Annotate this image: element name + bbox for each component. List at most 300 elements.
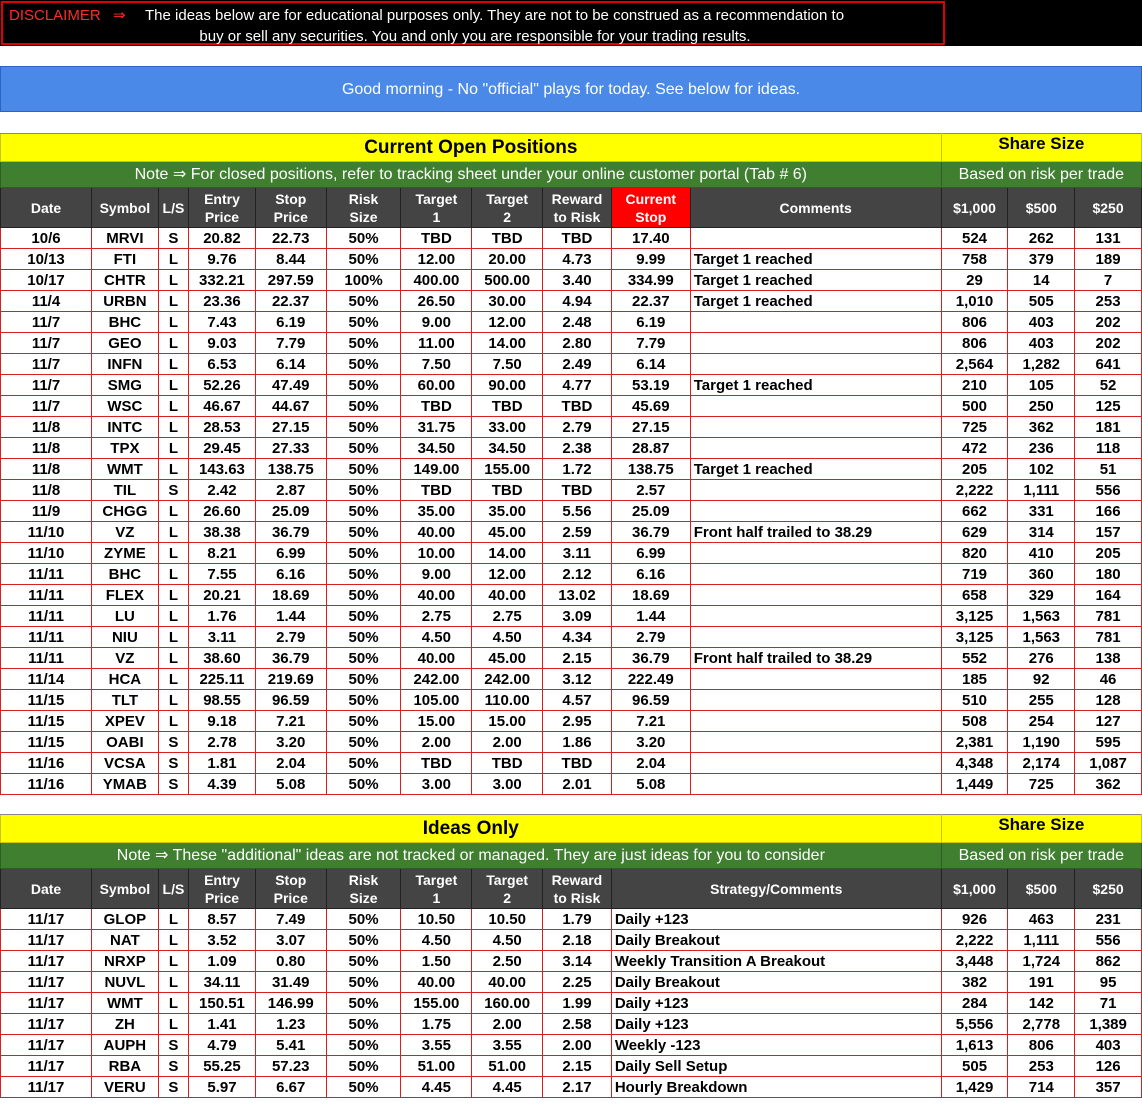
cell-ls: L bbox=[158, 606, 188, 627]
cell-ls: L bbox=[158, 249, 188, 270]
cell-size-1000: 806 bbox=[941, 333, 1008, 354]
cell-risk: 50% bbox=[326, 375, 401, 396]
col-target1-line2: 1 bbox=[432, 889, 441, 906]
col-size-500: $500 bbox=[1008, 188, 1075, 228]
cell-stop: 22.73 bbox=[255, 228, 326, 249]
table-row bbox=[1, 480, 1142, 501]
cell-comments bbox=[690, 669, 941, 690]
cell-size-500: 2,174 bbox=[1008, 753, 1075, 774]
cell-size-250: 46 bbox=[1075, 669, 1142, 690]
cell-date: 11/7 bbox=[1, 333, 92, 354]
cell-risk: 50% bbox=[326, 711, 401, 732]
cell-comments bbox=[690, 774, 941, 795]
cell-target2: 4.50 bbox=[472, 627, 543, 648]
table-row bbox=[1, 522, 1142, 543]
disclaimer-label: DISCLAIMER bbox=[9, 7, 101, 24]
cell-size-250: 1,389 bbox=[1075, 1014, 1142, 1035]
cell-reward-risk: 2.18 bbox=[543, 930, 612, 951]
cell-date: 11/7 bbox=[1, 375, 92, 396]
cell-size-500: 463 bbox=[1008, 909, 1075, 930]
col-target2 bbox=[472, 869, 543, 909]
col-target2-line2: 2 bbox=[503, 208, 512, 225]
cell-size-500: 403 bbox=[1008, 312, 1075, 333]
cell-current-stop: 222.49 bbox=[611, 669, 690, 690]
cell-comments bbox=[690, 228, 941, 249]
cell-size-250: 181 bbox=[1075, 417, 1142, 438]
ideas-share-size-title: Share Size bbox=[941, 815, 1141, 843]
cell-current-stop: 6.19 bbox=[611, 312, 690, 333]
cell-current-stop: 6.14 bbox=[611, 354, 690, 375]
cell-symbol: TPX bbox=[92, 438, 159, 459]
cell-risk: 50% bbox=[326, 753, 401, 774]
cell-symbol: OABI bbox=[92, 732, 159, 753]
cell-target1: 1.50 bbox=[401, 951, 472, 972]
cell-date: 11/7 bbox=[1, 354, 92, 375]
table-row bbox=[1, 606, 1142, 627]
cell-reward-risk: 4.57 bbox=[543, 690, 612, 711]
ideas-note-row bbox=[1, 843, 1142, 869]
cell-size-500: 806 bbox=[1008, 1035, 1075, 1056]
cell-target1: 40.00 bbox=[401, 522, 472, 543]
cell-target1: 3.00 bbox=[401, 774, 472, 795]
cell-size-1000: 725 bbox=[941, 417, 1008, 438]
col-entry-line1: Entry bbox=[204, 871, 240, 888]
cell-reward-risk: TBD bbox=[543, 396, 612, 417]
cell-size-500: 276 bbox=[1008, 648, 1075, 669]
cell-target1: TBD bbox=[401, 396, 472, 417]
cell-symbol: FLEX bbox=[92, 585, 159, 606]
cell-target1: 60.00 bbox=[401, 375, 472, 396]
cell-symbol: NUVL bbox=[92, 972, 159, 993]
cell-symbol: URBN bbox=[92, 291, 159, 312]
cell-target2: 242.00 bbox=[472, 669, 543, 690]
cell-size-250: 138 bbox=[1075, 648, 1142, 669]
col-risk bbox=[326, 869, 401, 909]
cell-size-1000: 926 bbox=[941, 909, 1008, 930]
cell-symbol: TIL bbox=[92, 480, 159, 501]
cell-reward-risk: 2.01 bbox=[543, 774, 612, 795]
cell-stop: 5.08 bbox=[255, 774, 326, 795]
cell-date: 11/11 bbox=[1, 585, 92, 606]
cell-current-stop: 53.19 bbox=[611, 375, 690, 396]
cell-comments bbox=[690, 354, 941, 375]
cell-ls: L bbox=[158, 312, 188, 333]
cell-reward-risk: 3.40 bbox=[543, 270, 612, 291]
cell-current-stop: 25.09 bbox=[611, 501, 690, 522]
cell-target2: 2.00 bbox=[472, 1014, 543, 1035]
cell-ls: L bbox=[158, 333, 188, 354]
cell-stop: 2.04 bbox=[255, 753, 326, 774]
cell-size-1000: 205 bbox=[941, 459, 1008, 480]
cell-current-stop: 5.08 bbox=[611, 774, 690, 795]
cell-risk: 50% bbox=[326, 396, 401, 417]
ideas-table bbox=[0, 814, 1142, 1098]
cell-date: 11/10 bbox=[1, 522, 92, 543]
cell-size-250: 556 bbox=[1075, 480, 1142, 501]
col-symbol: Symbol bbox=[92, 188, 159, 228]
cell-symbol: GEO bbox=[92, 333, 159, 354]
ideas-note: Note ⇒ These "additional" ideas are not tracked or managed. They are just ideas for you to consider bbox=[1, 843, 942, 869]
cell-size-250: 403 bbox=[1075, 1035, 1142, 1056]
cell-risk: 50% bbox=[326, 669, 401, 690]
cell-size-250: 126 bbox=[1075, 1056, 1142, 1077]
cell-risk: 50% bbox=[326, 972, 401, 993]
cell-entry: 29.45 bbox=[189, 438, 256, 459]
cell-risk: 50% bbox=[326, 417, 401, 438]
cell-comments: Front half trailed to 38.29 bbox=[690, 648, 941, 669]
cell-entry: 8.57 bbox=[189, 909, 256, 930]
cell-reward-risk: 2.15 bbox=[543, 1056, 612, 1077]
cell-ls: L bbox=[158, 417, 188, 438]
cell-reward-risk: 2.17 bbox=[543, 1077, 612, 1098]
col-target1-line1: Target bbox=[415, 871, 458, 888]
table-row bbox=[1, 396, 1142, 417]
cell-comments bbox=[690, 480, 941, 501]
cell-target2: 35.00 bbox=[472, 501, 543, 522]
cell-reward-risk: 2.49 bbox=[543, 354, 612, 375]
cell-symbol: VZ bbox=[92, 522, 159, 543]
cell-date: 11/8 bbox=[1, 417, 92, 438]
cell-date: 11/17 bbox=[1, 1056, 92, 1077]
cell-size-500: 1,724 bbox=[1008, 951, 1075, 972]
cell-size-1000: 510 bbox=[941, 690, 1008, 711]
cell-symbol: INTC bbox=[92, 417, 159, 438]
cell-symbol: WMT bbox=[92, 993, 159, 1014]
cell-date: 11/11 bbox=[1, 648, 92, 669]
cell-risk: 50% bbox=[326, 438, 401, 459]
cell-symbol: RBA bbox=[92, 1056, 159, 1077]
cell-reward-risk: 13.02 bbox=[543, 585, 612, 606]
cell-date: 11/14 bbox=[1, 669, 92, 690]
cell-risk: 50% bbox=[326, 951, 401, 972]
cell-stop: 219.69 bbox=[255, 669, 326, 690]
cell-risk: 50% bbox=[326, 774, 401, 795]
cell-target2: 45.00 bbox=[472, 522, 543, 543]
ideas-share-size-note: Based on risk per trade bbox=[941, 843, 1141, 869]
cell-comments bbox=[690, 396, 941, 417]
cell-target1: 15.00 bbox=[401, 711, 472, 732]
cell-target2: 110.00 bbox=[472, 690, 543, 711]
cell-size-1000: 1,613 bbox=[941, 1035, 1008, 1056]
cell-reward-risk: 4.77 bbox=[543, 375, 612, 396]
cell-size-500: 253 bbox=[1008, 1056, 1075, 1077]
cell-risk: 50% bbox=[326, 312, 401, 333]
cell-entry: 332.21 bbox=[189, 270, 256, 291]
cell-risk: 50% bbox=[326, 459, 401, 480]
cell-entry: 2.42 bbox=[189, 480, 256, 501]
cell-stop: 7.49 bbox=[255, 909, 326, 930]
col-risk-line1: Risk bbox=[348, 190, 379, 207]
table-row bbox=[1, 417, 1142, 438]
cell-date: 11/15 bbox=[1, 732, 92, 753]
cell-entry: 2.78 bbox=[189, 732, 256, 753]
cell-symbol: SMG bbox=[92, 375, 159, 396]
cell-comments bbox=[690, 606, 941, 627]
cell-risk: 50% bbox=[326, 522, 401, 543]
cell-symbol: FTI bbox=[92, 249, 159, 270]
share-size-note: Based on risk per trade bbox=[941, 162, 1141, 188]
cell-stop: 1.44 bbox=[255, 606, 326, 627]
cell-strategy: Daily Breakout bbox=[611, 972, 941, 993]
cell-ls: L bbox=[158, 648, 188, 669]
cell-target2: 3.55 bbox=[472, 1035, 543, 1056]
cell-current-stop: 22.37 bbox=[611, 291, 690, 312]
cell-date: 11/11 bbox=[1, 606, 92, 627]
cell-target2: 40.00 bbox=[472, 585, 543, 606]
cell-symbol: HCA bbox=[92, 669, 159, 690]
cell-target2: 33.00 bbox=[472, 417, 543, 438]
cell-date: 11/7 bbox=[1, 396, 92, 417]
cell-target2: 12.00 bbox=[472, 564, 543, 585]
cell-size-1000: 629 bbox=[941, 522, 1008, 543]
cell-size-250: 7 bbox=[1075, 270, 1142, 291]
cell-size-250: 180 bbox=[1075, 564, 1142, 585]
cell-symbol: WMT bbox=[92, 459, 159, 480]
cell-date: 11/8 bbox=[1, 438, 92, 459]
cell-size-250: 164 bbox=[1075, 585, 1142, 606]
cell-ls: S bbox=[158, 480, 188, 501]
cell-comments bbox=[690, 333, 941, 354]
cell-size-500: 262 bbox=[1008, 228, 1075, 249]
cell-size-1000: 210 bbox=[941, 375, 1008, 396]
cell-stop: 5.41 bbox=[255, 1035, 326, 1056]
cell-stop: 6.16 bbox=[255, 564, 326, 585]
col-reward-risk bbox=[543, 869, 612, 909]
cell-current-stop: 6.99 bbox=[611, 543, 690, 564]
cell-target1: 26.50 bbox=[401, 291, 472, 312]
col-size-1000: $1,000 bbox=[941, 869, 1008, 909]
col-target2 bbox=[472, 188, 543, 228]
table-row bbox=[1, 585, 1142, 606]
cell-date: 11/17 bbox=[1, 930, 92, 951]
cell-size-250: 95 bbox=[1075, 972, 1142, 993]
cell-target2: 34.50 bbox=[472, 438, 543, 459]
cell-ls: L bbox=[158, 354, 188, 375]
cell-size-250: 127 bbox=[1075, 711, 1142, 732]
disclaimer-bar bbox=[0, 0, 1142, 46]
cell-target1: 155.00 bbox=[401, 993, 472, 1014]
col-entry-line1: Entry bbox=[204, 190, 240, 207]
cell-target1: 4.50 bbox=[401, 930, 472, 951]
col-risk-line2: Size bbox=[349, 889, 378, 906]
cell-size-500: 360 bbox=[1008, 564, 1075, 585]
col-target2-line1: Target bbox=[486, 190, 529, 207]
cell-current-stop: 27.15 bbox=[611, 417, 690, 438]
cell-risk: 50% bbox=[326, 480, 401, 501]
col-target2-line2: 2 bbox=[503, 889, 512, 906]
open-positions-note: Note ⇒ For closed positions, refer to tracking sheet under your online customer portal (Tab # 6) bbox=[1, 162, 942, 188]
cell-stop: 25.09 bbox=[255, 501, 326, 522]
cell-stop: 146.99 bbox=[255, 993, 326, 1014]
cell-risk: 50% bbox=[326, 249, 401, 270]
cell-size-1000: 2,222 bbox=[941, 480, 1008, 501]
cell-reward-risk: 1.72 bbox=[543, 459, 612, 480]
cell-size-1000: 2,381 bbox=[941, 732, 1008, 753]
cell-target1: 10.00 bbox=[401, 543, 472, 564]
cell-entry: 9.18 bbox=[189, 711, 256, 732]
cell-size-250: 118 bbox=[1075, 438, 1142, 459]
cell-entry: 1.09 bbox=[189, 951, 256, 972]
table-row bbox=[1, 930, 1142, 951]
cell-risk: 100% bbox=[326, 270, 401, 291]
cell-reward-risk: 2.95 bbox=[543, 711, 612, 732]
cell-entry: 7.55 bbox=[189, 564, 256, 585]
table-row bbox=[1, 312, 1142, 333]
cell-symbol: MRVI bbox=[92, 228, 159, 249]
col-stop-line2: Price bbox=[273, 208, 308, 225]
col-target1-line1: Target bbox=[415, 190, 458, 207]
cell-size-500: 2,778 bbox=[1008, 1014, 1075, 1035]
cell-current-stop: 36.79 bbox=[611, 522, 690, 543]
cell-target2: TBD bbox=[472, 396, 543, 417]
cell-size-250: 166 bbox=[1075, 501, 1142, 522]
col-entry bbox=[189, 188, 256, 228]
table-row bbox=[1, 564, 1142, 585]
cell-strategy: Daily +123 bbox=[611, 993, 941, 1014]
cell-size-1000: 508 bbox=[941, 711, 1008, 732]
cell-ls: L bbox=[158, 669, 188, 690]
table-row bbox=[1, 228, 1142, 249]
cell-reward-risk: 2.15 bbox=[543, 648, 612, 669]
col-ls: L/S bbox=[158, 188, 188, 228]
cell-stop: 2.79 bbox=[255, 627, 326, 648]
cell-ls: L bbox=[158, 270, 188, 291]
cell-reward-risk: 2.58 bbox=[543, 1014, 612, 1035]
cell-size-250: 781 bbox=[1075, 606, 1142, 627]
cell-size-1000: 29 bbox=[941, 270, 1008, 291]
cell-comments bbox=[690, 501, 941, 522]
cell-size-500: 410 bbox=[1008, 543, 1075, 564]
cell-date: 11/10 bbox=[1, 543, 92, 564]
cell-size-500: 255 bbox=[1008, 690, 1075, 711]
table-row bbox=[1, 501, 1142, 522]
cell-reward-risk: 3.12 bbox=[543, 669, 612, 690]
cell-size-250: 189 bbox=[1075, 249, 1142, 270]
cell-risk: 50% bbox=[326, 627, 401, 648]
cell-current-stop: 7.79 bbox=[611, 333, 690, 354]
cell-ls: L bbox=[158, 396, 188, 417]
cell-size-500: 191 bbox=[1008, 972, 1075, 993]
cell-symbol: TLT bbox=[92, 690, 159, 711]
cell-symbol: NAT bbox=[92, 930, 159, 951]
col-risk bbox=[326, 188, 401, 228]
open-positions-note-row bbox=[1, 162, 1142, 188]
cell-symbol: XPEV bbox=[92, 711, 159, 732]
cell-size-250: 253 bbox=[1075, 291, 1142, 312]
cell-size-250: 595 bbox=[1075, 732, 1142, 753]
cell-entry: 26.60 bbox=[189, 501, 256, 522]
cell-size-500: 254 bbox=[1008, 711, 1075, 732]
cell-size-1000: 2,564 bbox=[941, 354, 1008, 375]
cell-ls: L bbox=[158, 972, 188, 993]
cell-entry: 52.26 bbox=[189, 375, 256, 396]
cell-ls: S bbox=[158, 732, 188, 753]
cell-size-500: 1,111 bbox=[1008, 480, 1075, 501]
cell-symbol: GLOP bbox=[92, 909, 159, 930]
cell-target1: 7.50 bbox=[401, 354, 472, 375]
cell-ls: L bbox=[158, 711, 188, 732]
cell-comments bbox=[690, 543, 941, 564]
cell-ls: L bbox=[158, 585, 188, 606]
cell-ls: L bbox=[158, 459, 188, 480]
cell-entry: 1.76 bbox=[189, 606, 256, 627]
cell-date: 11/17 bbox=[1, 972, 92, 993]
cell-size-250: 202 bbox=[1075, 333, 1142, 354]
cell-stop: 3.20 bbox=[255, 732, 326, 753]
disclaimer-text-line1: The ideas below are for educational purposes only. They are not to be construed as a recommendation to bbox=[145, 7, 845, 24]
table-row bbox=[1, 1056, 1142, 1077]
table-row bbox=[1, 1035, 1142, 1056]
cell-size-500: 1,563 bbox=[1008, 606, 1075, 627]
cell-entry: 143.63 bbox=[189, 459, 256, 480]
cell-size-1000: 1,449 bbox=[941, 774, 1008, 795]
cell-target2: 155.00 bbox=[472, 459, 543, 480]
cell-entry: 98.55 bbox=[189, 690, 256, 711]
cell-ls: L bbox=[158, 690, 188, 711]
table-row bbox=[1, 375, 1142, 396]
cell-entry: 9.76 bbox=[189, 249, 256, 270]
cell-size-1000: 658 bbox=[941, 585, 1008, 606]
cell-ls: L bbox=[158, 951, 188, 972]
cell-size-1000: 758 bbox=[941, 249, 1008, 270]
cell-symbol: INFN bbox=[92, 354, 159, 375]
col-target1 bbox=[401, 869, 472, 909]
cell-target1: 34.50 bbox=[401, 438, 472, 459]
cell-risk: 50% bbox=[326, 732, 401, 753]
cell-symbol: NIU bbox=[92, 627, 159, 648]
cell-entry: 3.52 bbox=[189, 930, 256, 951]
cell-size-500: 403 bbox=[1008, 333, 1075, 354]
cell-current-stop: 6.16 bbox=[611, 564, 690, 585]
cell-stop: 3.07 bbox=[255, 930, 326, 951]
table-row bbox=[1, 249, 1142, 270]
cell-symbol: AUPH bbox=[92, 1035, 159, 1056]
table-row bbox=[1, 732, 1142, 753]
cell-current-stop: 1.44 bbox=[611, 606, 690, 627]
cell-date: 11/17 bbox=[1, 1077, 92, 1098]
share-size-title: Share Size bbox=[941, 134, 1141, 162]
cell-target1: 149.00 bbox=[401, 459, 472, 480]
cell-target2: 4.50 bbox=[472, 930, 543, 951]
cell-ls: L bbox=[158, 564, 188, 585]
cell-target1: 10.50 bbox=[401, 909, 472, 930]
cell-target1: TBD bbox=[401, 480, 472, 501]
table-row bbox=[1, 909, 1142, 930]
cell-risk: 50% bbox=[326, 354, 401, 375]
cell-reward-risk: 2.48 bbox=[543, 312, 612, 333]
cell-symbol: CHGG bbox=[92, 501, 159, 522]
cell-current-stop: 7.21 bbox=[611, 711, 690, 732]
col-date: Date bbox=[1, 869, 92, 909]
cell-reward-risk: 3.11 bbox=[543, 543, 612, 564]
col-risk-line2: Size bbox=[349, 208, 378, 225]
cell-entry: 6.53 bbox=[189, 354, 256, 375]
cell-size-250: 71 bbox=[1075, 993, 1142, 1014]
cell-target1: 242.00 bbox=[401, 669, 472, 690]
cell-reward-risk: 1.99 bbox=[543, 993, 612, 1014]
table-row bbox=[1, 1077, 1142, 1098]
cell-date: 11/4 bbox=[1, 291, 92, 312]
cell-risk: 50% bbox=[326, 543, 401, 564]
cell-current-stop: 334.99 bbox=[611, 270, 690, 291]
table-row bbox=[1, 753, 1142, 774]
cell-reward-risk: 1.79 bbox=[543, 909, 612, 930]
cell-date: 11/17 bbox=[1, 993, 92, 1014]
table-row bbox=[1, 1014, 1142, 1035]
cell-target2: 90.00 bbox=[472, 375, 543, 396]
cell-risk: 50% bbox=[326, 909, 401, 930]
table-row bbox=[1, 669, 1142, 690]
